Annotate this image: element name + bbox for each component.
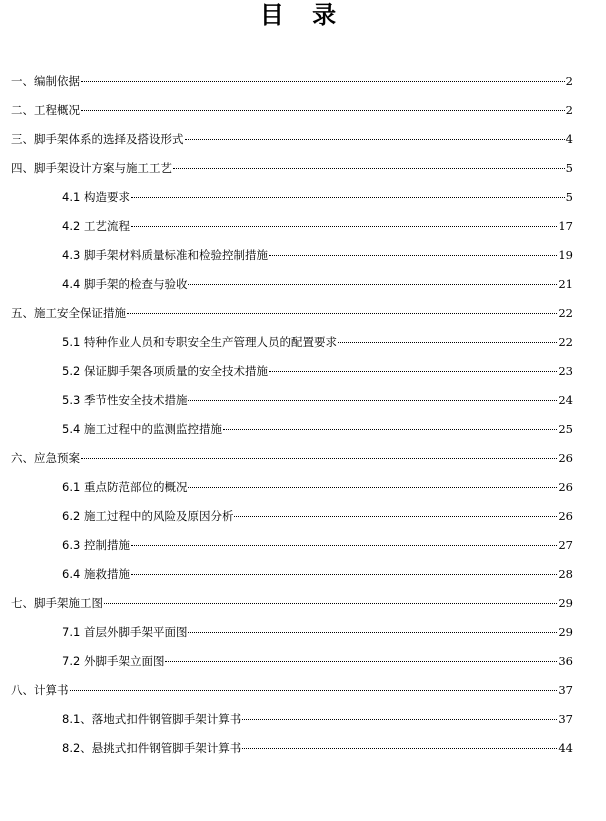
toc-dot-leader: [223, 429, 557, 430]
toc-entry-label: 6.4 施救措施: [62, 567, 130, 581]
toc-entry-page-number: 37: [558, 712, 573, 726]
toc-entry-page-number: 24: [558, 393, 573, 407]
toc-entry[interactable]: [11, 131, 573, 147]
toc-entry-page-number: 5: [565, 161, 573, 175]
toc-entry-page-number: 2: [565, 103, 573, 117]
toc-entry[interactable]: [62, 624, 573, 640]
toc-entry-page-number: 21: [558, 277, 573, 291]
toc-entry-page-number: 19: [558, 248, 573, 262]
toc-entry-label: 4.2 工艺流程: [62, 219, 130, 233]
toc-entry-label: 4.3 脚手架材料质量标准和检验控制措施: [62, 248, 268, 262]
toc-dot-leader: [131, 545, 557, 546]
toc-entry-label: 5.2 保证脚手架各项质量的安全技术措施: [62, 364, 268, 378]
toc-entry-label: 6.2 施工过程中的风险及原因分析: [62, 509, 234, 523]
toc-entry-label: 5.4 施工过程中的监测监控措施: [62, 422, 222, 436]
toc-entry[interactable]: [11, 595, 573, 611]
toc-entry-label: 一、编制依据: [11, 74, 80, 88]
toc-dot-leader: [269, 371, 557, 372]
toc-entry-page-number: 29: [558, 625, 573, 639]
toc-dot-leader: [188, 400, 557, 401]
toc-entry-page-number: 26: [558, 480, 573, 494]
toc-entry[interactable]: [62, 537, 573, 553]
toc-entry[interactable]: [62, 653, 573, 669]
toc-dot-leader: [81, 458, 557, 459]
toc-dot-leader: [338, 342, 557, 343]
toc-entry[interactable]: [11, 73, 573, 89]
toc-dot-leader: [127, 313, 557, 314]
toc-entry-label: 4.1 构造要求: [62, 190, 130, 204]
toc-dot-leader: [188, 632, 557, 633]
toc-entry[interactable]: [62, 276, 573, 292]
toc-entry-page-number: 44: [558, 741, 573, 755]
toc-entry-label: 七、脚手架施工图: [11, 596, 103, 610]
toc-dot-leader: [165, 661, 557, 662]
toc-entry-label: 四、脚手架设计方案与施工工艺: [11, 161, 172, 175]
toc-entry[interactable]: [11, 682, 573, 698]
toc-entry[interactable]: [11, 160, 573, 176]
toc-dot-leader: [242, 748, 557, 749]
toc-entry[interactable]: [62, 508, 573, 524]
toc-entry[interactable]: [11, 450, 573, 466]
toc-dot-leader: [173, 168, 565, 169]
toc-entry-label: 6.3 控制措施: [62, 538, 130, 552]
toc-dot-leader: [188, 284, 557, 285]
toc-dot-leader: [185, 139, 565, 140]
toc-entry-page-number: 27: [558, 538, 573, 552]
toc-entry-page-number: 25: [558, 422, 573, 436]
toc-dot-leader: [81, 110, 565, 111]
toc-entry-page-number: 37: [558, 683, 573, 697]
page-title: 目 录: [259, 0, 347, 29]
toc-entry[interactable]: [62, 711, 573, 727]
toc-entry-page-number: 29: [558, 596, 573, 610]
toc-entry[interactable]: [62, 479, 573, 495]
toc-entry-page-number: 26: [558, 509, 573, 523]
toc-entry-page-number: 22: [558, 335, 573, 349]
toc-entry-label: 5.3 季节性安全技术措施: [62, 393, 188, 407]
toc-dot-leader: [104, 603, 557, 604]
toc-entry-label: 6.1 重点防范部位的概况: [62, 480, 188, 494]
toc-entry-page-number: 17: [558, 219, 573, 233]
toc-entry-label: 8.2、悬挑式扣件钢管脚手架计算书: [62, 741, 242, 755]
toc-entry-page-number: 23: [558, 364, 573, 378]
toc-entry[interactable]: [62, 218, 573, 234]
toc-entry-page-number: 5: [565, 190, 573, 204]
toc-entry[interactable]: [62, 740, 573, 756]
toc-dot-leader: [131, 226, 557, 227]
toc-entry-label: 二、工程概况: [11, 103, 80, 117]
toc-entry-label: 五、施工安全保证措施: [11, 306, 126, 320]
toc-entry-page-number: 28: [558, 567, 573, 581]
toc-entry[interactable]: [62, 189, 573, 205]
toc-entry-label: 7.1 首层外脚手架平面图: [62, 625, 188, 639]
toc-entry[interactable]: [62, 392, 573, 408]
toc-entry-page-number: 36: [558, 654, 573, 668]
toc-entry[interactable]: [11, 102, 573, 118]
toc-entry[interactable]: [62, 421, 573, 437]
toc-dot-leader: [70, 690, 558, 691]
toc-entry-label: 八、计算书: [11, 683, 69, 697]
toc-dot-leader: [234, 516, 557, 517]
toc-entry[interactable]: [62, 247, 573, 263]
toc-entry-page-number: 26: [558, 451, 573, 465]
toc-dot-leader: [242, 719, 557, 720]
toc-entry-label: 六、应急预案: [11, 451, 80, 465]
toc-dot-leader: [81, 81, 565, 82]
toc-dot-leader: [131, 574, 557, 575]
toc-entry-label: 4.4 脚手架的检查与验收: [62, 277, 188, 291]
toc-entry[interactable]: [11, 305, 573, 321]
toc-dot-leader: [269, 255, 557, 256]
toc-entry-label: 三、脚手架体系的选择及搭设形式: [11, 132, 184, 146]
toc-entry[interactable]: [62, 363, 573, 379]
toc-entry-label: 8.1、落地式扣件钢管脚手架计算书: [62, 712, 242, 726]
toc-dot-leader: [131, 197, 565, 198]
toc-entry-label: 7.2 外脚手架立面图: [62, 654, 165, 668]
toc-dot-leader: [188, 487, 557, 488]
toc-entry-label: 5.1 特种作业人员和专职安全生产管理人员的配置要求: [62, 335, 337, 349]
toc-entry-page-number: 22: [558, 306, 573, 320]
toc-entry[interactable]: [62, 334, 573, 350]
toc-entry[interactable]: [62, 566, 573, 582]
toc-entry-page-number: 4: [565, 132, 573, 146]
toc-entry-page-number: 2: [565, 74, 573, 88]
